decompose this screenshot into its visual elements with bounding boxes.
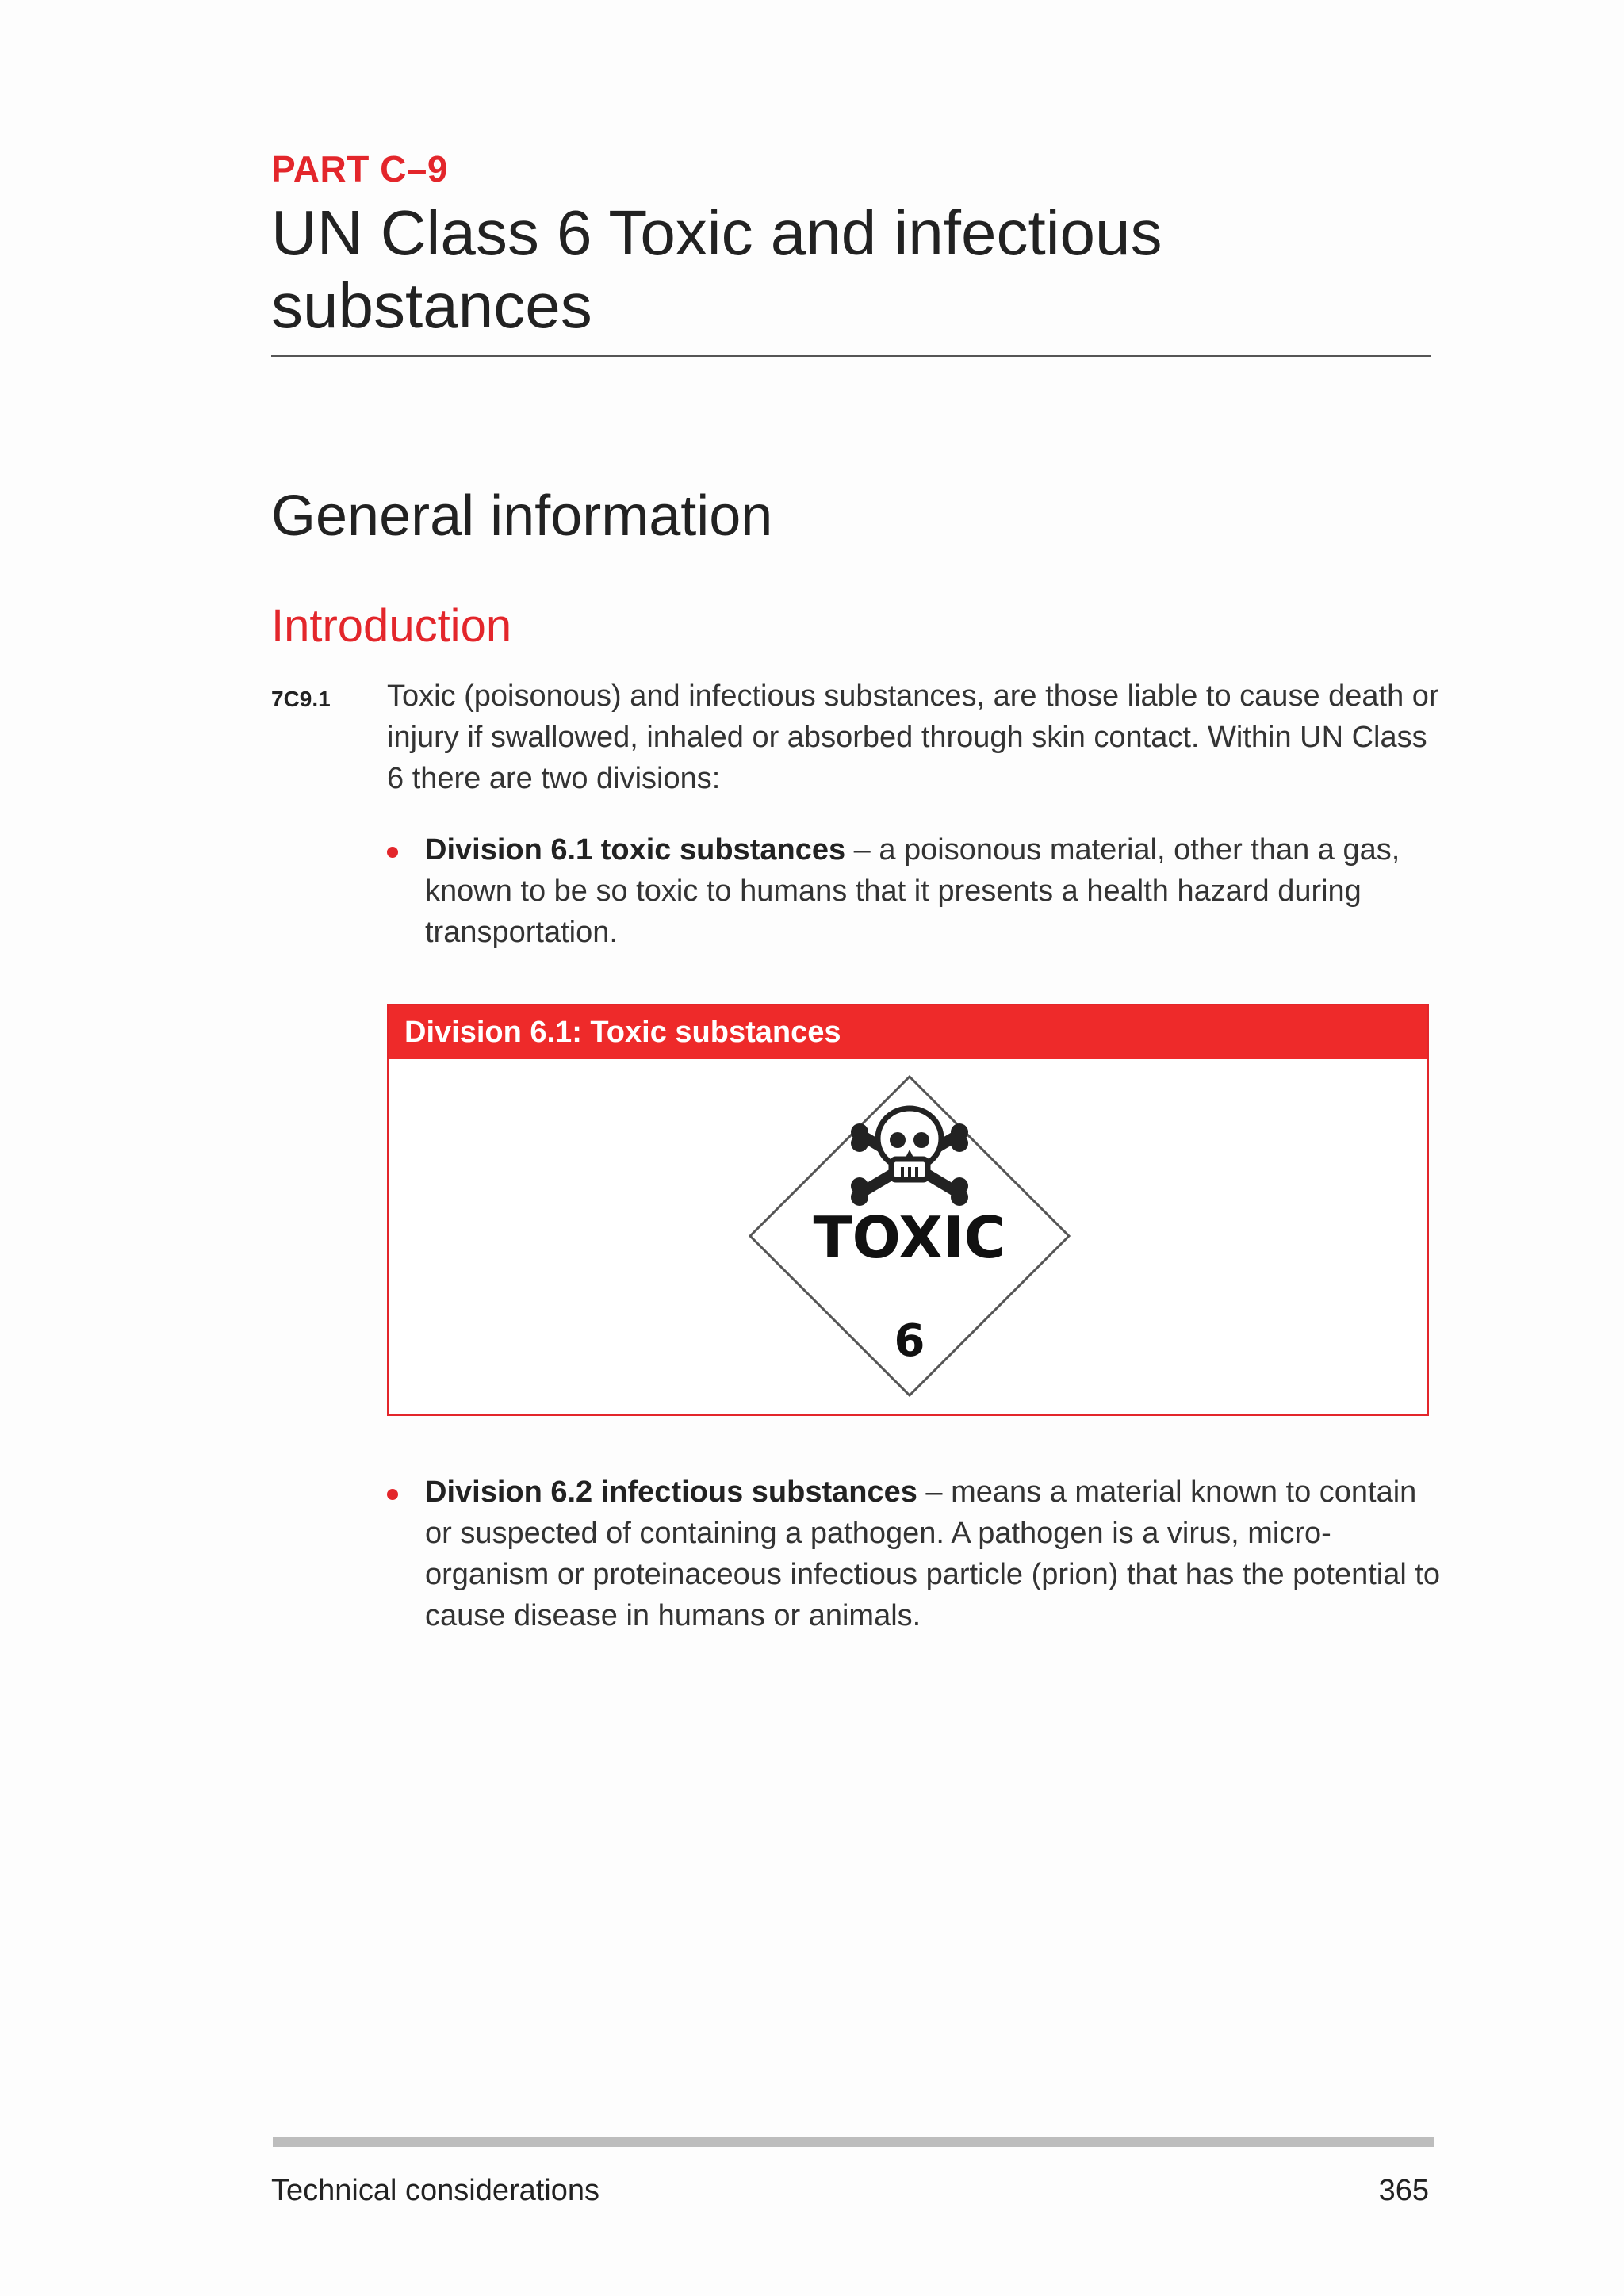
bullet-text [425,1471,1448,1636]
bullet-term: Division 6.1 toxic substances [425,833,846,867]
title-divider [271,355,1431,357]
paragraph-text: Toxic (poisonous) and infectious substances, are those liable to cause death or injury if swallowed, inhaled or absorbed through skin contact. Within UN Class 6 there are two divisions: [387,679,1439,795]
part-label: PART C–9 [271,148,448,189]
figure-header: Division 6.1: Toxic substances [389,1005,1427,1059]
placard-class-number: 6 [894,1315,925,1367]
subsection-heading: Introduction [271,600,512,652]
bullet-dot-icon [387,1489,398,1500]
paragraph-number: 7C9.1 [271,687,331,711]
bullet-text [425,829,1448,953]
placard-word: TOXIC [813,1204,1006,1271]
toxic-placard [747,1073,1072,1399]
footer-section-label: Technical considerations [271,2174,600,2207]
section-heading: General information [271,484,773,548]
footer-divider [273,2137,1434,2147]
bullet-description: – a poisonous material, other than a gas, known to be so toxic to humans that it presents a health hazard during transportation. [425,833,1400,949]
bullet-term: Division 6.2 infectious substances [425,1475,917,1509]
figure-box [387,1004,1429,1416]
page-number: 365 [1378,2174,1429,2207]
bullet-description: – means a material known to contain or suspected of containing a pathogen. A pathogen is a virus, micro-organism or proteinaceous infectious particle (prion) that has the potential to cause disease in humans or animals. [425,1475,1441,1632]
page-title: UN Class 6 Toxic and infectious substances [271,197,1162,341]
bullet-dot-icon [387,847,398,858]
